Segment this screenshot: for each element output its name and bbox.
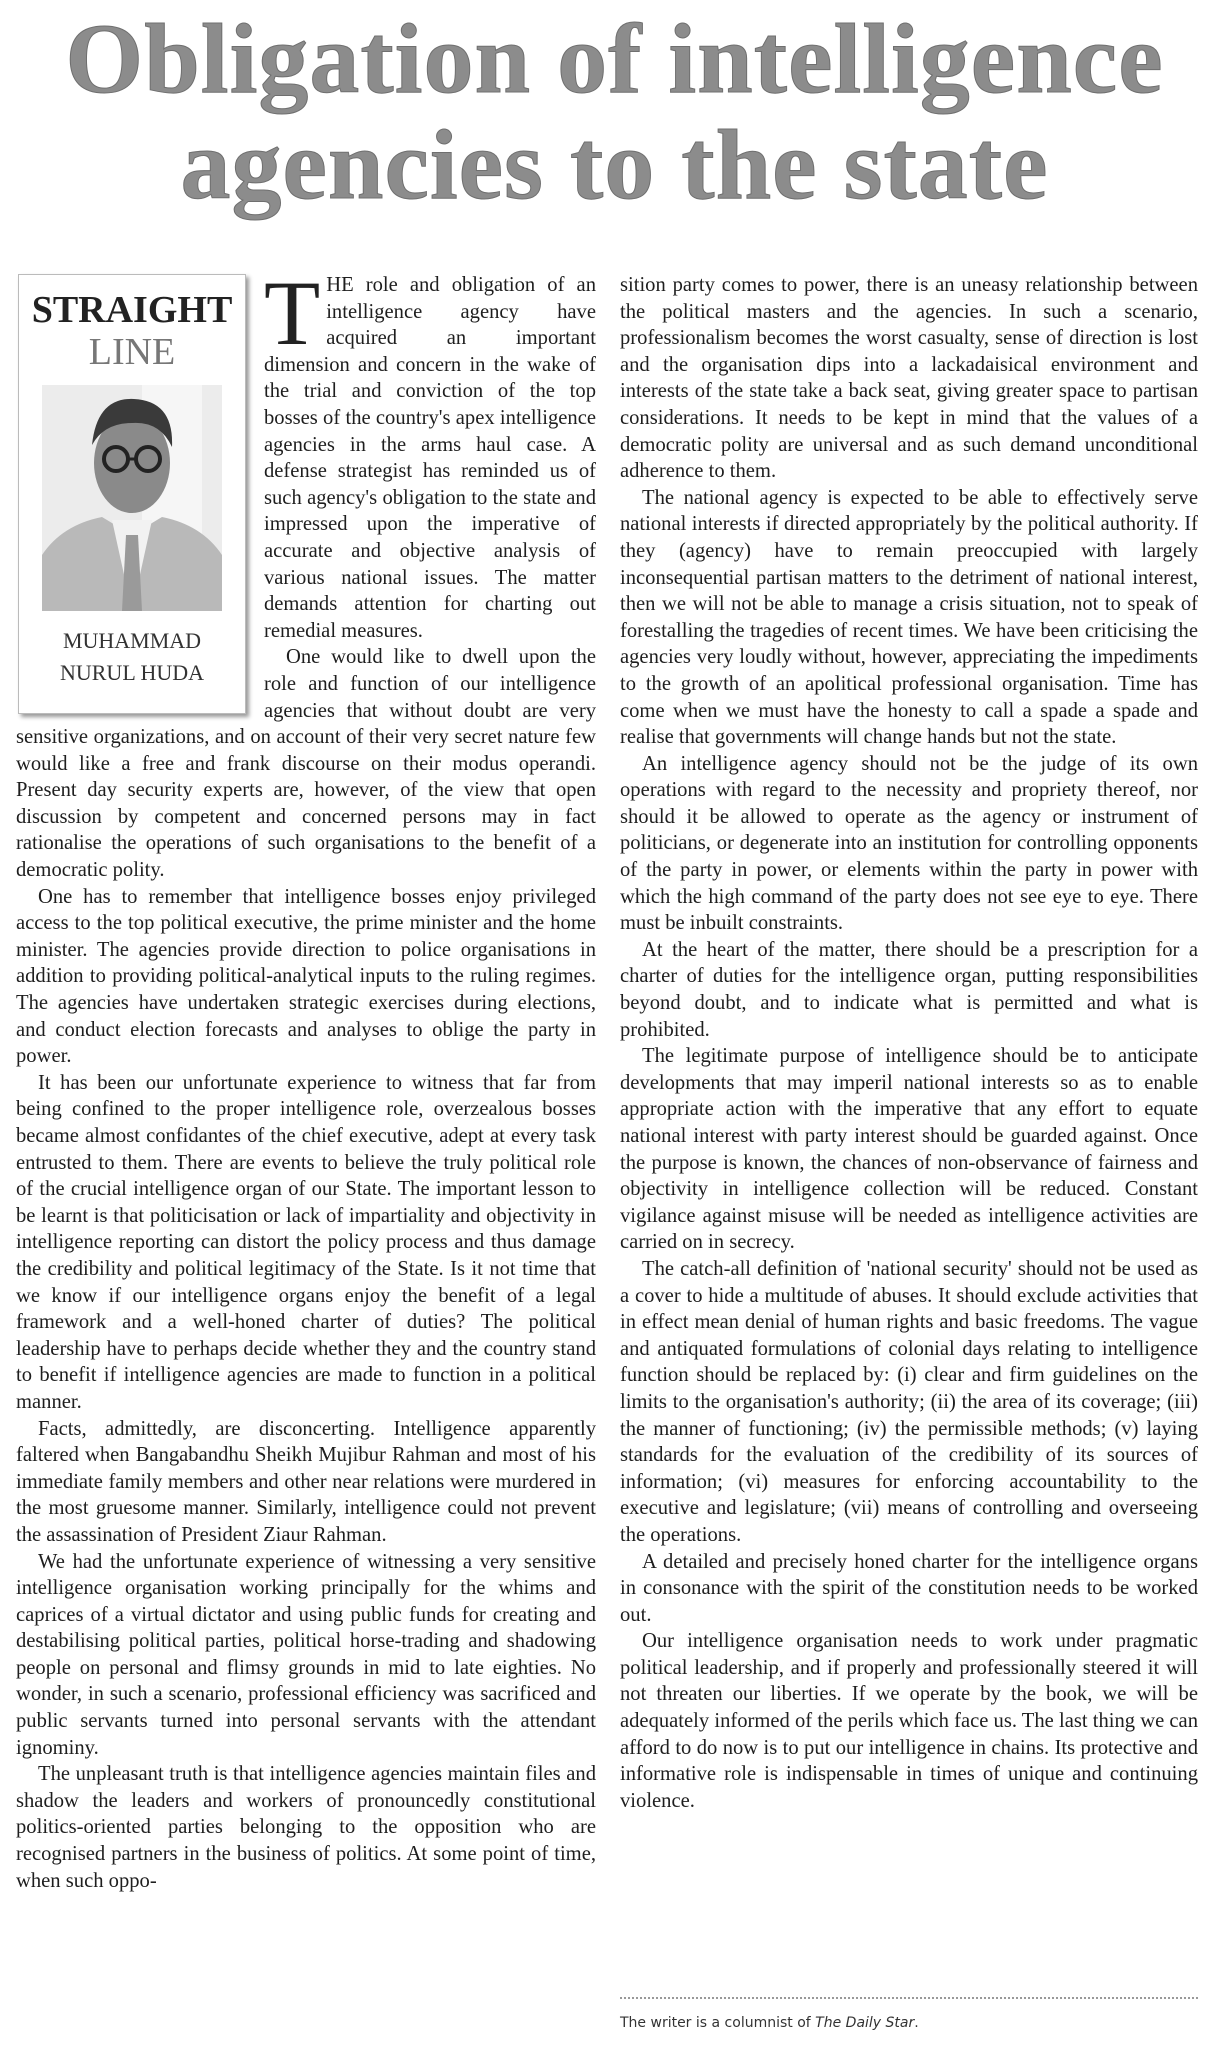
paragraph: The legitimate purpose of intelligence should be to anticipate developments that may imperil national interests so as to enable appropriate action with the imperative that any effort to equate national interest with party interest should be guarded against. Once the purpose is known, the chances of non-observance of fairness and objectivity in intelligence collection will be reduced. Constant vigilance against misuse will be needed as intelligence activities are carried on in secrecy. bbox=[620, 1045, 1198, 1254]
paragraph: An intelligence agency should not be the judge of its own operations with regard to the necessity and propriety thereof, nor should it be allowed to operate as the agency or instrument of politicians, or degenerate into an institution for controlling opponents of the party in power, or elements within the party in power with which the high command of the party does not see eye to eye. There must be inbuilt constraints. bbox=[620, 752, 1198, 935]
column-name-line: LINE bbox=[88, 331, 176, 373]
column-byline-box bbox=[18, 274, 246, 714]
author-note-end: . bbox=[914, 2015, 919, 2031]
paragraph: At the heart of the matter, there should be a prescription for a charter of duties for the intelligence organ, putting responsibilities beyond doubt, and to indicate what is permitted and what is prohibited. bbox=[620, 938, 1198, 1041]
drop-cap: T bbox=[264, 262, 321, 364]
author-first-name: MUHAMMAD bbox=[62, 628, 202, 653]
publication-name: The Daily Star bbox=[815, 2015, 915, 2031]
paragraph: One would like to dwell upon the role and function of our intelligence agencies that without doubt are very sensitive organizations, and on account of their very secret nature few would like a free and frank discourse on their modus operandi. Present day security experts are, however, of the view that open discussion by competent and concerned persons may in fact rationalise the operations of such organisations to the benefit of a democratic polity. bbox=[16, 646, 596, 882]
paragraph: Our intelligence organisation needs to work under pragmatic political leadership, and if properly and professionally steered it will not threaten our liberties. If we operate by the book, we will be adequately informed of the perils which face us. The last thing we can afford to do now is to put our intelligence in chains. Its protective and informative role is indispensable in times of unique and continuing violence. bbox=[620, 1630, 1198, 1812]
paragraph: The unpleasant truth is that intelligence agencies maintain files and shadow the leaders and workers of pronouncedly constitutional politics-oriented parties belonging to the opposition who are recognised partners in the business of politics. At some point of time, when such oppo- bbox=[16, 1763, 596, 1892]
headline-line-2: agencies to the state bbox=[180, 109, 1049, 220]
author-note bbox=[620, 2015, 919, 2031]
dotted-divider bbox=[620, 1997, 1198, 1999]
author-last-name: NURUL HUDA bbox=[59, 660, 204, 685]
paragraph-text: HE role and obligation of an intelligence agency have acquired an important dimension and concern in the wake of the trial and conviction of the top bosses of the country's apex intelligence agencies in the arms haul case. A defense strategist has reminded us of such agency's obligation to the state and impressed upon the imperative of accurate and objective analysis of various national issues. The matter demands attention for charting out remedial measures. bbox=[264, 274, 596, 642]
paragraph: We had the unfortunate experience of witnessing a very sensitive intelligence organisation working principally for the whims and caprices of a virtual dictator and using public funds for creating and destabilising political parties, political horse-trading and shadowing people on personal and flimsy grounds in mid to late eighties. No wonder, in such a scenario, professional efficiency was sacrificed and public servants turned into personal servants with the attendant ignominy. bbox=[16, 1550, 596, 1759]
headline bbox=[0, 3, 1229, 220]
author-note-text: The writer is a columnist of bbox=[620, 2015, 816, 2031]
column-name-straight: STRAIGHT bbox=[31, 289, 233, 331]
paragraph: A detailed and precisely honed charter for the intelligence organs in consonance with the spirit of the constitution needs to be worked out. bbox=[620, 1550, 1198, 1626]
left-column bbox=[16, 262, 596, 1894]
right-column bbox=[620, 272, 1198, 1814]
paragraph: The national agency is expected to be able to effectively serve national interests if directed appropriately by the political authority. If they (agency) have to remain preoccupied with largely inconsequential partisan matters to the detriment of national interest, then we will not be able to manage a crisis situation, not to speak of forestalling the tragedies of recent times. We have been criticising the agencies very loudly without, however, appreciating the impediments to the growth of an apolitical professional organisation. Time has come when we must have the honesty to call a spade a spade and realise that governments will change hands but not the state. bbox=[620, 486, 1198, 749]
paragraph: The catch-all definition of 'national security' should not be used as a cover to hide a multitude of abuses. It should exclude activities that in effect mean denial of human rights and basic freedoms. The vague and antiquated formulations of colonial days relating to intelligence function should be replaced by: (i) clear and firm guidelines on the limits to the organisation's authority; (ii) the area of its coverage; (iii) the manner of functioning; (iv) the permissible methods; (v) laying standards for the evaluation of the credibility of its sources of information; (vi) measures for enforcing accountability to the executive and legislature; (vii) means of controlling and overseeing the operations. bbox=[620, 1257, 1198, 1546]
paragraph: sition party comes to power, there is an uneasy relationship between the political masters and the agencies. In such a scenario, professionalism becomes the worst casualty, sense of direction is lost and the organisation dips into a lackadaisical environment and interests of the state take a back seat, giving greater space to partisan considerations. It needs to be kept in mind that the values of a democratic polity are universal and as such demand unconditional adherence to them. bbox=[620, 274, 1198, 483]
paragraph: Facts, admittedly, are disconcerting. Intelligence apparently faltered when Bangabandhu Sheikh Mujibur Rahman and most of his immediate family members and other near relations were murdered in the most gruesome manner. Similarly, intelligence could not prevent the assassination of President Ziaur Rahman. bbox=[16, 1417, 596, 1546]
paragraph: It has been our unfortunate experience to witness that far from being confined to the proper intelligence role, overzealous bosses became almost confidantes of the chief executive, adept at every task entrusted to them. There are events to believe the truly political role of the crucial intelligence organ of our State. The important lesson to be learnt is that politicisation or lack of impartiality and objectivity in intelligence reporting can distort the policy process and thus damage the credibility and political legitimacy of the State. Is it not time that we know if our intelligence organs enjoy the benefit of a legal framework and a well-honed charter of duties? The political leadership have to perhaps decide whether they and the country stand to benefit if intelligence agencies are made to function in a political manner. bbox=[16, 1071, 596, 1413]
author-photo bbox=[42, 385, 222, 611]
headline-line-1: Obligation of intelligence bbox=[65, 3, 1164, 114]
paragraph: One has to remember that intelligence bosses enjoy privileged access to the top political executive, the prime minister and the home minister. The agencies provide direction to police organisations in addition to providing political-analytical inputs to the ruling regimes. The agencies have undertaken strategic exercises during elections, and conduct election forecasts and analyses to oblige the party in power. bbox=[16, 885, 596, 1068]
